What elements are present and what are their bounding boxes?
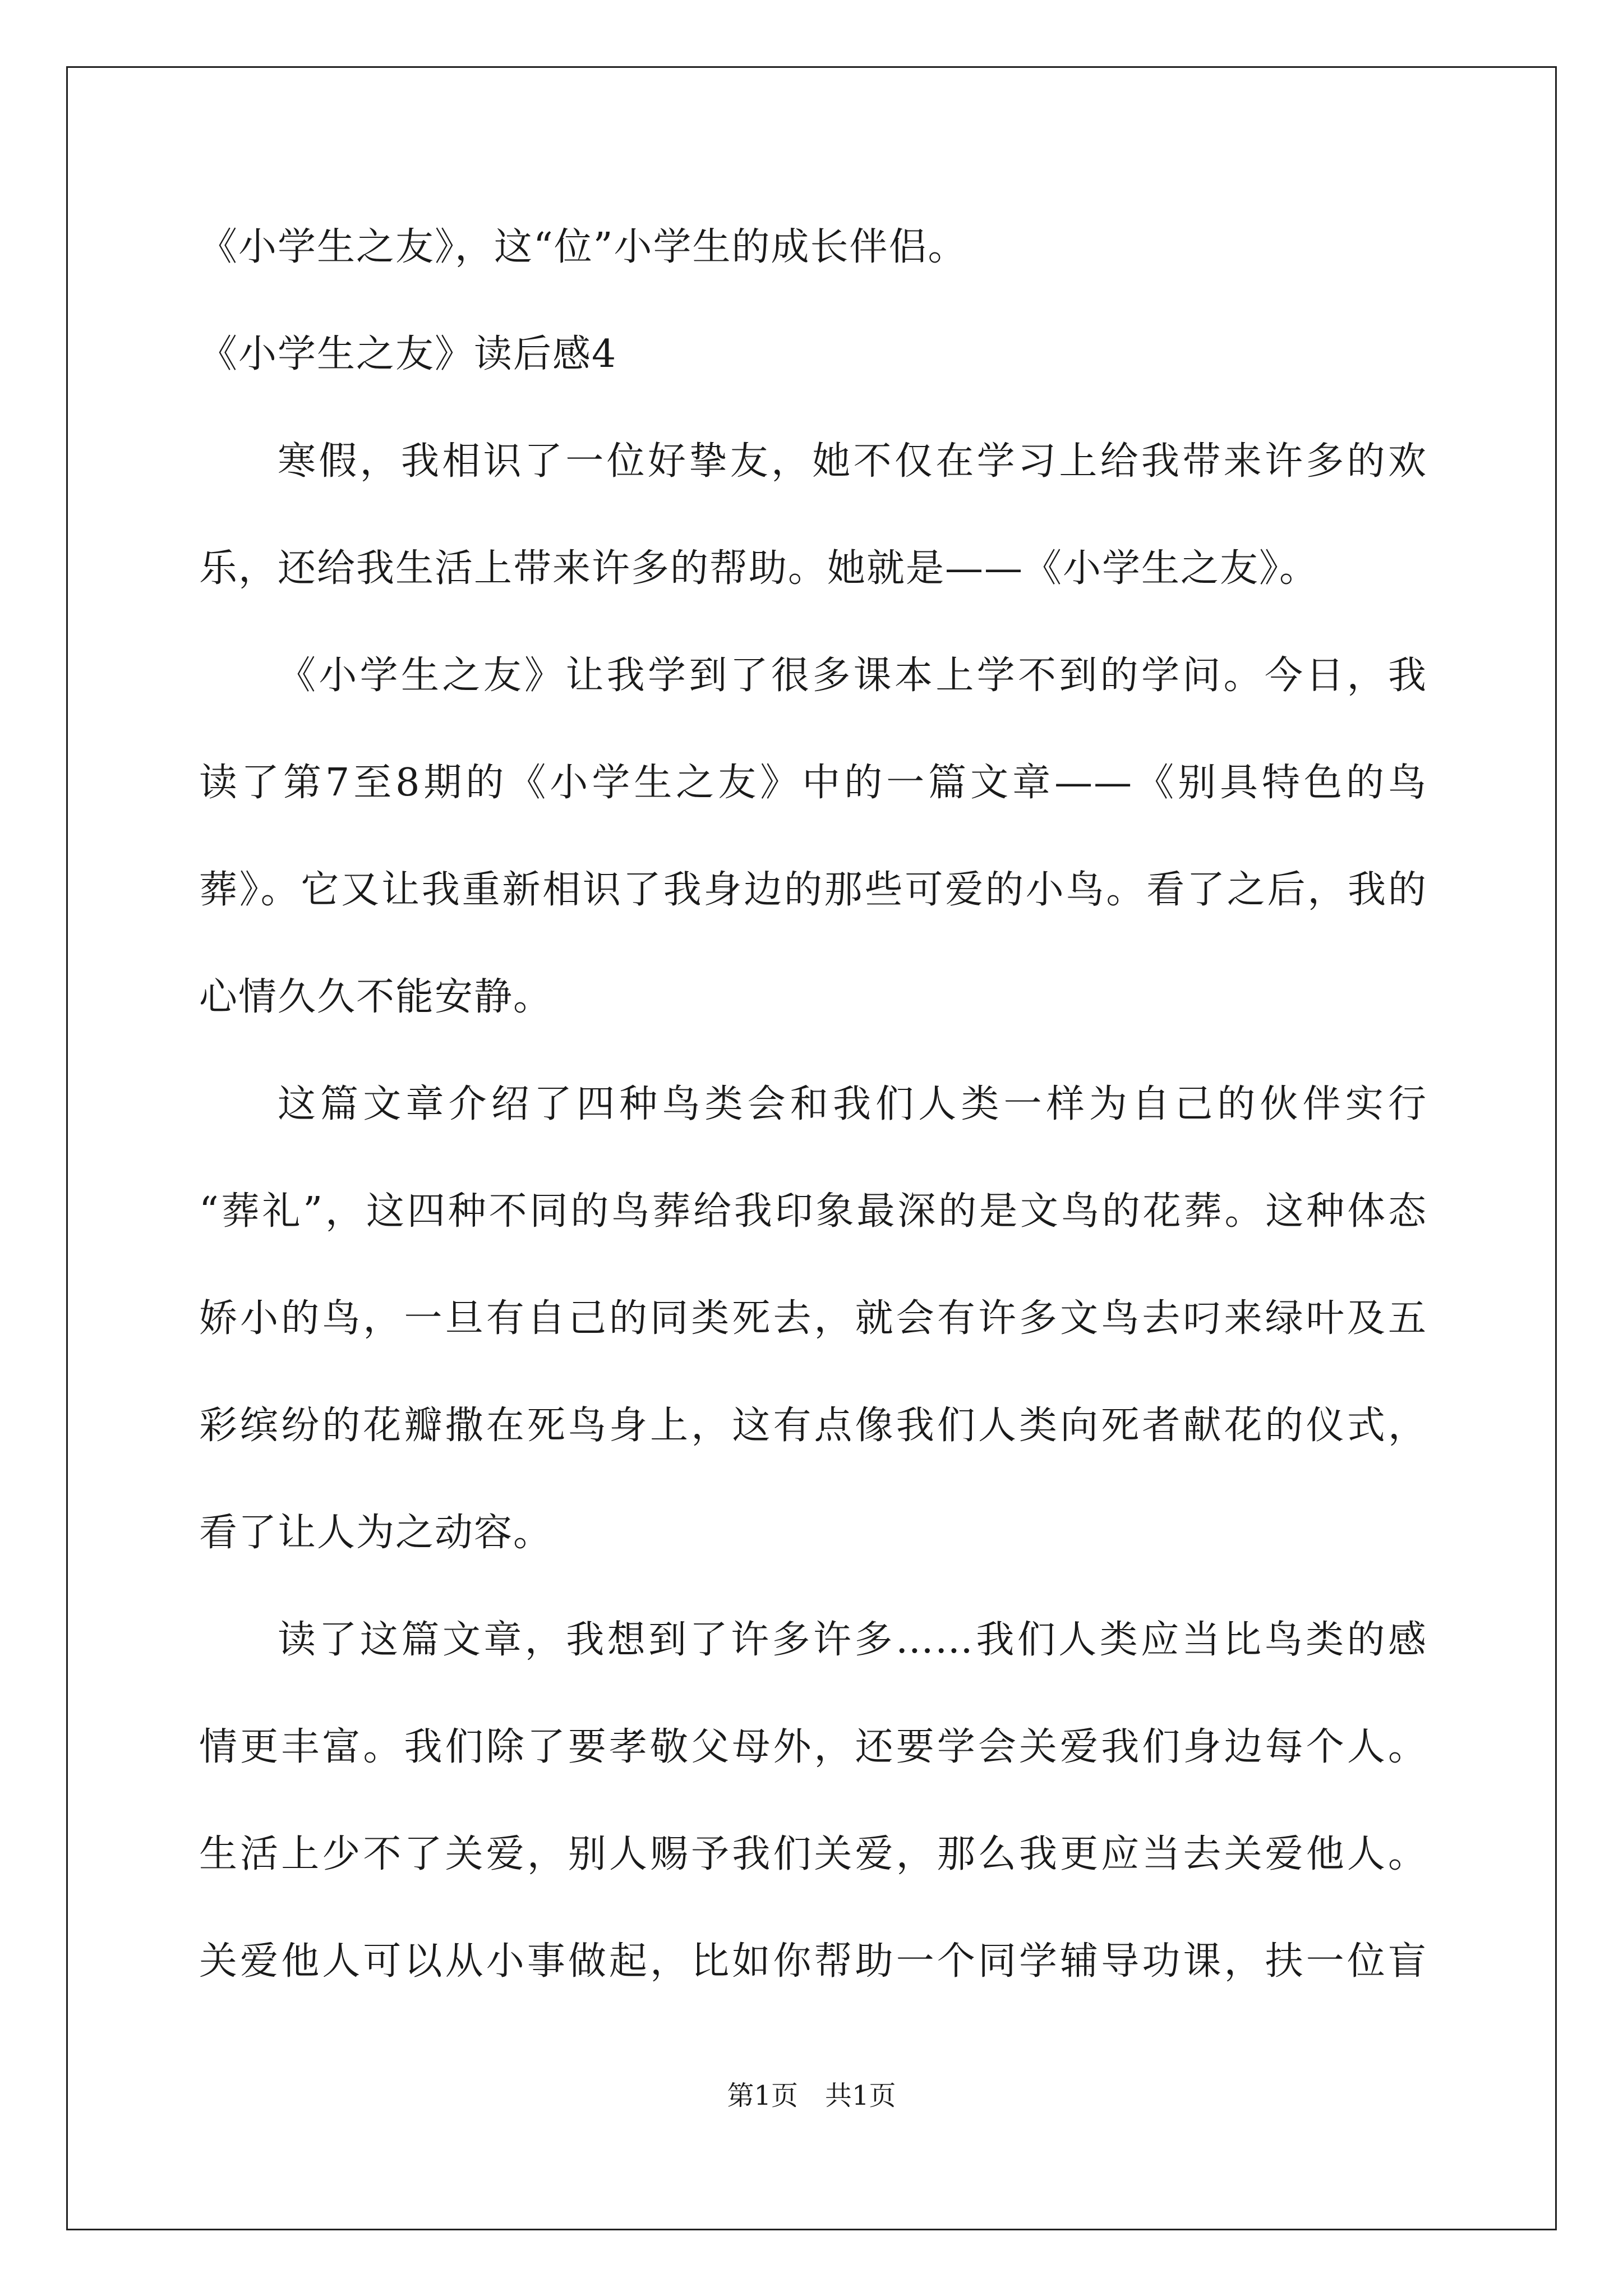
text-line: 娇小的鸟，一旦有自己的同类死去，就会有许多文鸟去叼来绿叶及五 <box>199 1296 1427 1341</box>
text-line: 这篇文章介绍了四种鸟类会和我们人类一样为自己的伙伴实行 <box>278 1082 1427 1126</box>
text-line: 葬》。它又让我重新相识了我身边的那些可爱的小鸟。看了之后，我的 <box>199 868 1427 912</box>
text-line: 《小学生之友》让我学到了很多课本上学不到的学问。今日，我 <box>278 654 1427 698</box>
text-line: 情更丰富。我们除了要孝敬父母外，还要学会关爱我们身边每个人。 <box>199 1725 1427 1769</box>
text-line: 心情久久不能安静。 <box>199 975 553 1019</box>
page-number: 第1页 <box>727 2080 798 2111</box>
text-line: 寒假，我相识了一位好挚友，她不仅在学习上给我带来许多的欢 <box>278 439 1427 484</box>
text-line: 乐，还给我生活上带来许多的帮助。她就是——《小学生之友》。 <box>199 546 1319 591</box>
text-line: 彩缤纷的花瓣撒在死鸟身上，这有点像我们人类向死者献花的仪式， <box>199 1404 1427 1448</box>
page-total: 共1页 <box>825 2080 896 2111</box>
text-line: “葬礼”，这四种不同的鸟葬给我印象最深的是文鸟的花葬。这种体态 <box>199 1189 1427 1234</box>
text-line: 读了这篇文章，我想到了许多许多……我们人类应当比鸟类的感 <box>278 1618 1427 1662</box>
text-line: 《小学生之友》读后感4 <box>199 332 617 376</box>
page-footer <box>0 2079 1623 2113</box>
document-body <box>199 220 1427 2042</box>
text-line: 生活上少不了关爱，别人赐予我们关爱，那么我更应当去关爱他人。 <box>199 1832 1427 1876</box>
text-line: 读了第7至8期的《小学生之友》中的一篇文章——《别具特色的鸟 <box>199 761 1427 805</box>
text-line: 关爱他人可以从小事做起，比如你帮助一个同学辅导功课，扶一位盲 <box>199 1939 1427 1984</box>
text-line: 看了让人为之动容。 <box>199 1511 553 1555</box>
text-line: 《小学生之友》，这“位”小学生的成长伴侣。 <box>199 225 967 269</box>
